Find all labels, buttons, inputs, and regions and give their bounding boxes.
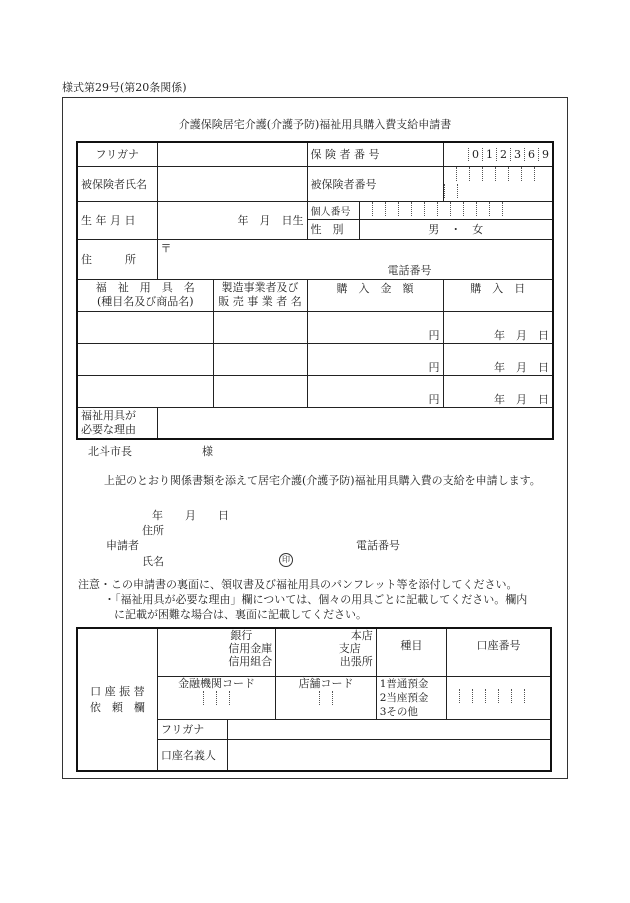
insured-name-field[interactable] (157, 166, 307, 201)
seal-icon: 印 (279, 553, 293, 567)
phone-label: 電話番号 (387, 263, 432, 277)
branch-type-field[interactable] (276, 628, 376, 676)
equipment-label: 福 祉 用 具 名 (95, 281, 195, 294)
date-header: 購 入 日 (443, 279, 553, 311)
transfer-label-line1: 口 座 振 替 (90, 684, 145, 698)
purchase-date-field[interactable]: 年 月 日 (443, 375, 553, 407)
holder-furigana-label: フリガナ (157, 719, 227, 739)
kind-options[interactable] (376, 676, 446, 719)
branch-code-boxes[interactable] (279, 691, 372, 709)
transfer-label (77, 628, 157, 771)
reason-field[interactable] (157, 407, 553, 439)
reason-label (77, 407, 157, 439)
sex-label: 性 別 (307, 219, 359, 239)
furigana-field[interactable] (157, 142, 307, 166)
bank-transfer-table (76, 627, 552, 772)
maker-sub: 販 売 事 業 者 名 (218, 295, 302, 308)
maker-header (213, 279, 307, 311)
equipment-name-field[interactable] (77, 311, 213, 343)
reason-label-line2: 必要な理由 (81, 422, 136, 436)
address-label: 住 所 (77, 239, 157, 279)
applicant-phone-caption: 電話番号 (356, 539, 400, 552)
branch-code-label: 店舗コード (298, 676, 354, 690)
equipment-row[interactable] (77, 343, 553, 375)
bank-type-kumiai: 信用組合 (228, 655, 273, 668)
maker-label: 製造事業者及び (221, 281, 299, 294)
kind-other[interactable]: 3その他 (379, 705, 418, 718)
note-line-1: 注意・この申請書の裏面に、領収書及び福祉用具のパンフレット等を添付してください。 (78, 578, 518, 591)
birthdate-field[interactable]: 年 月 日生 (157, 201, 307, 239)
holder-field[interactable] (228, 739, 551, 771)
application-table (76, 141, 554, 440)
sex-field[interactable]: 男 ・ 女 (359, 219, 553, 239)
account-number-field[interactable] (447, 676, 551, 719)
transfer-label-line2: 依 頼 欄 (89, 700, 145, 714)
equipment-name-field[interactable] (77, 375, 213, 407)
maker-field[interactable] (213, 343, 307, 375)
amount-field[interactable]: 円 (307, 343, 443, 375)
branch-code-field[interactable] (276, 676, 376, 719)
equipment-header (77, 279, 213, 311)
address-caption: 住所 (142, 524, 164, 537)
bank-type-field[interactable] (157, 628, 275, 676)
address-field[interactable] (157, 239, 553, 279)
kind-header: 種目 (376, 628, 446, 676)
amount-field[interactable]: 円 (307, 311, 443, 343)
reason-label-line1: 福祉用具が (81, 408, 136, 422)
equipment-row[interactable] (77, 375, 553, 407)
personal-number-field[interactable] (359, 201, 553, 219)
request-section (76, 437, 552, 567)
institution-code-label: 金融機関コード (178, 676, 256, 690)
branch-type-branch: 支店 (338, 642, 361, 655)
institution-code-field[interactable] (157, 676, 275, 719)
account-number-header: 口座番号 (447, 628, 551, 676)
purchase-date-field[interactable]: 年 月 日 (443, 343, 553, 375)
bank-type-bank: 銀行 (230, 629, 253, 642)
purchase-date-field[interactable]: 年 月 日 (443, 311, 553, 343)
personal-number-label: 個人番号 (307, 201, 359, 219)
holder-furigana-field[interactable] (228, 719, 551, 739)
insured-number-label: 被保険者番号 (307, 166, 443, 201)
honorific: 様 (202, 445, 213, 458)
insured-name-label: 被保険者氏名 (77, 166, 157, 201)
maker-field[interactable] (213, 375, 307, 407)
applicant-caption: 申請者 (106, 539, 139, 552)
maker-field[interactable] (213, 311, 307, 343)
mayor-label: 北斗市長 (88, 445, 132, 458)
note-line-2: ・「福祉用具が必要な理由」欄については、個々の用具ごとに記載してください。欄内 (104, 593, 528, 606)
branch-type-office: 出張所 (339, 655, 373, 668)
seal-mark (279, 552, 293, 567)
equipment-sub: (種目名及び商品名) (96, 295, 194, 308)
form-number-caption: 様式第29号(第20条関係) (62, 81, 187, 94)
holder-label: 口座名義人 (157, 739, 227, 771)
equipment-name-field[interactable] (77, 343, 213, 375)
bank-type-shinkin: 信用金庫 (228, 642, 273, 655)
birthdate-label: 生 年 月 日 (77, 201, 157, 239)
amount-header: 購 入 金 額 (307, 279, 443, 311)
insurer-number-field[interactable]: 0 1 2 3 6 9 (443, 142, 553, 166)
furigana-label: フリガナ (77, 142, 157, 166)
branch-type-main: 本店 (350, 629, 373, 642)
request-body: 上記のとおり関係書類を添えて居宅介護(介護予防)福祉用具購入費の支給を申請します。 (104, 474, 541, 487)
equipment-row[interactable] (77, 311, 553, 343)
insurer-number-label: 保 険 者 番 号 (307, 142, 443, 166)
request-date[interactable]: 年 月 日 (152, 509, 229, 522)
note-line-3: に記載が困難な場合は、裏面に記載してください。 (114, 608, 367, 621)
amount-field[interactable]: 円 (307, 375, 443, 407)
institution-code-boxes[interactable] (161, 691, 272, 709)
insured-number-field[interactable] (443, 166, 553, 201)
form-title: 介護保険居宅介護(介護予防)福祉用具購入費支給申請書 (178, 118, 452, 131)
kind-ordinary[interactable]: 1普通預金 (379, 677, 429, 690)
postal-mark: 〒 (160, 241, 172, 255)
name-caption: 氏名 (142, 555, 164, 568)
kind-current[interactable]: 2当座預金 (379, 691, 429, 704)
